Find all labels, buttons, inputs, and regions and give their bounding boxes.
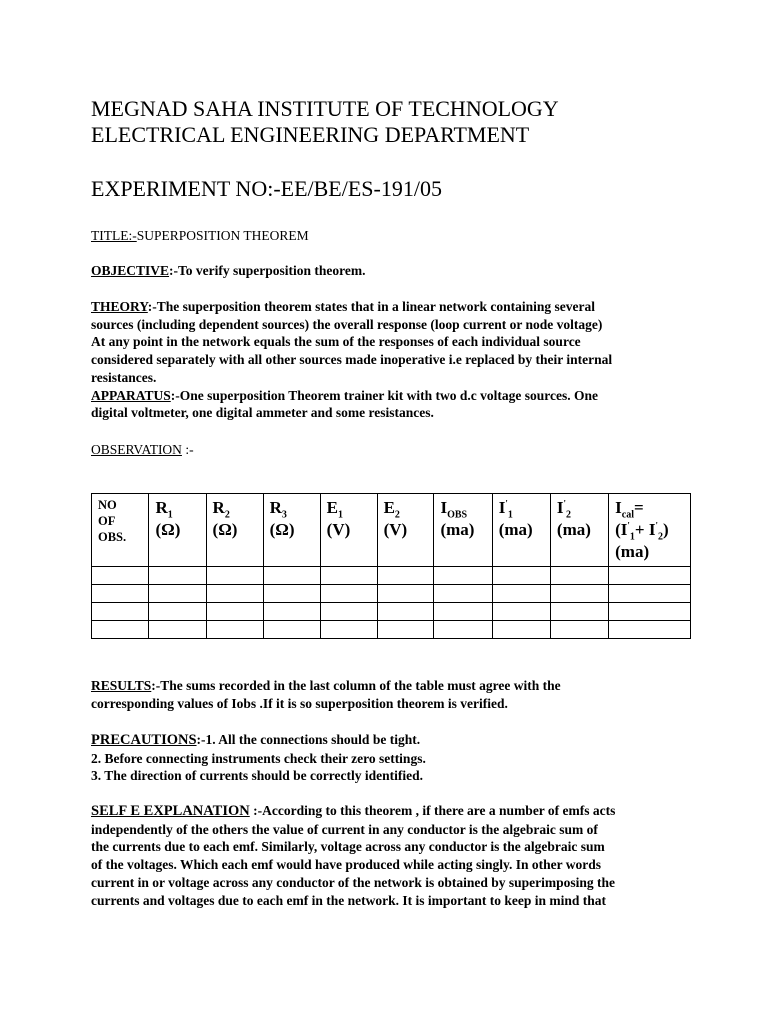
results-line: corresponding values of Iobs .If it is so superposition theorem is verified. (91, 695, 508, 711)
theory-line: At any point in the network equals the sum of the responses of each individual source (91, 334, 581, 350)
institute-heading: MEGNAD SAHA INSTITUTE OF TECHNOLOGY (91, 96, 559, 121)
theory-paragraph (91, 298, 612, 422)
theory-line: :-The superposition theorem states that in a linear network containing several (147, 299, 596, 314)
self-explanation-line: current in or voltage across any conductor of the network is obtained by superimposing the (91, 874, 616, 890)
header-no-of-obs: NO OF OBS. (92, 494, 149, 567)
title-line (91, 227, 309, 245)
self-explanation-label: SELF E EXPLANATION (91, 803, 250, 819)
objective-label: OBJECTIVE (91, 263, 170, 278)
header-i2-prime: $I'_2$ (ma) (550, 494, 608, 567)
title-text: SUPERPOSITION THEOREM (136, 228, 309, 243)
objective-line (91, 262, 366, 280)
header-i1-prime: $I'_1$ (ma) (492, 494, 550, 567)
table-row (92, 585, 691, 603)
header-iobs: $I_{OBS}$ (ma) (434, 494, 492, 567)
header-r2: $R_2$ (Ω) (206, 494, 263, 567)
table-header-row (92, 494, 691, 567)
results-label: RESULTS (91, 678, 152, 693)
header-r1: $R_1$ (Ω) (149, 494, 206, 567)
self-explanation-line: of the voltages. Which each emf would have produced while acting singly. In other words (91, 857, 602, 873)
table-row (92, 621, 691, 639)
header-e1: $E_1$ (V) (320, 494, 377, 567)
header-ical: $I_{cal}=$ $(I'_1+ I'_2)$ (ma) (609, 494, 691, 567)
observation-suffix: :- (181, 442, 194, 457)
table-row (92, 567, 691, 585)
theory-line: sources (including dependent sources) the overall response (loop current or node voltage) (91, 316, 603, 332)
precautions-line: :-1. All the connections should be tight. (196, 732, 421, 747)
self-explanation-paragraph (91, 802, 615, 909)
precautions-line: 2. Before connecting instruments check their zero settings. (91, 750, 426, 766)
experiment-number-heading: EXPERIMENT NO:-EE/BE/ES-191/05 (91, 176, 442, 201)
theory-label: THEORY (91, 299, 148, 314)
results-paragraph (91, 677, 561, 712)
results-line: :-The sums recorded in the last column of the table must agree with the (151, 678, 561, 693)
self-explanation-line: :-According to this theorem , if there are a number of emfs acts (249, 803, 616, 818)
self-explanation-line: currents and voltages due to each emf in the network. It is important to keep in mind that (91, 892, 606, 908)
theory-line: considered separately with all other sources made inoperative i.e replaced by their internal (91, 352, 613, 368)
precautions-line: 3. The direction of currents should be correctly identified. (91, 768, 423, 784)
precautions-paragraph (91, 731, 426, 785)
title-label: TITLE:- (91, 228, 137, 243)
theory-line: resistances. (91, 369, 157, 385)
header-r3: $R_3$ (Ω) (263, 494, 320, 567)
apparatus-line: :-One superposition Theorem trainer kit with two d.c voltage sources. One (170, 387, 598, 403)
self-explanation-line: independently of the others the value of current in any conductor is the algebraic sum of (91, 821, 598, 837)
observation-label: OBSERVATION (91, 442, 182, 457)
table-row (92, 603, 691, 621)
header-e2: $E_2$ (V) (377, 494, 434, 567)
department-heading: ELECTRICAL ENGINEERING DEPARTMENT (91, 122, 530, 147)
objective-text: :-To verify superposition theorem. (169, 263, 366, 278)
apparatus-line: digital voltmeter, one digital ammeter and some resistances. (91, 405, 434, 421)
precautions-label: PRECAUTIONS (91, 732, 197, 748)
observation-line (91, 441, 194, 459)
observation-table (91, 493, 691, 639)
self-explanation-line: the currents due to each emf. Similarly, voltage across any conductor is the algebraic sum (91, 839, 605, 855)
apparatus-label: APPARATUS (91, 387, 171, 403)
